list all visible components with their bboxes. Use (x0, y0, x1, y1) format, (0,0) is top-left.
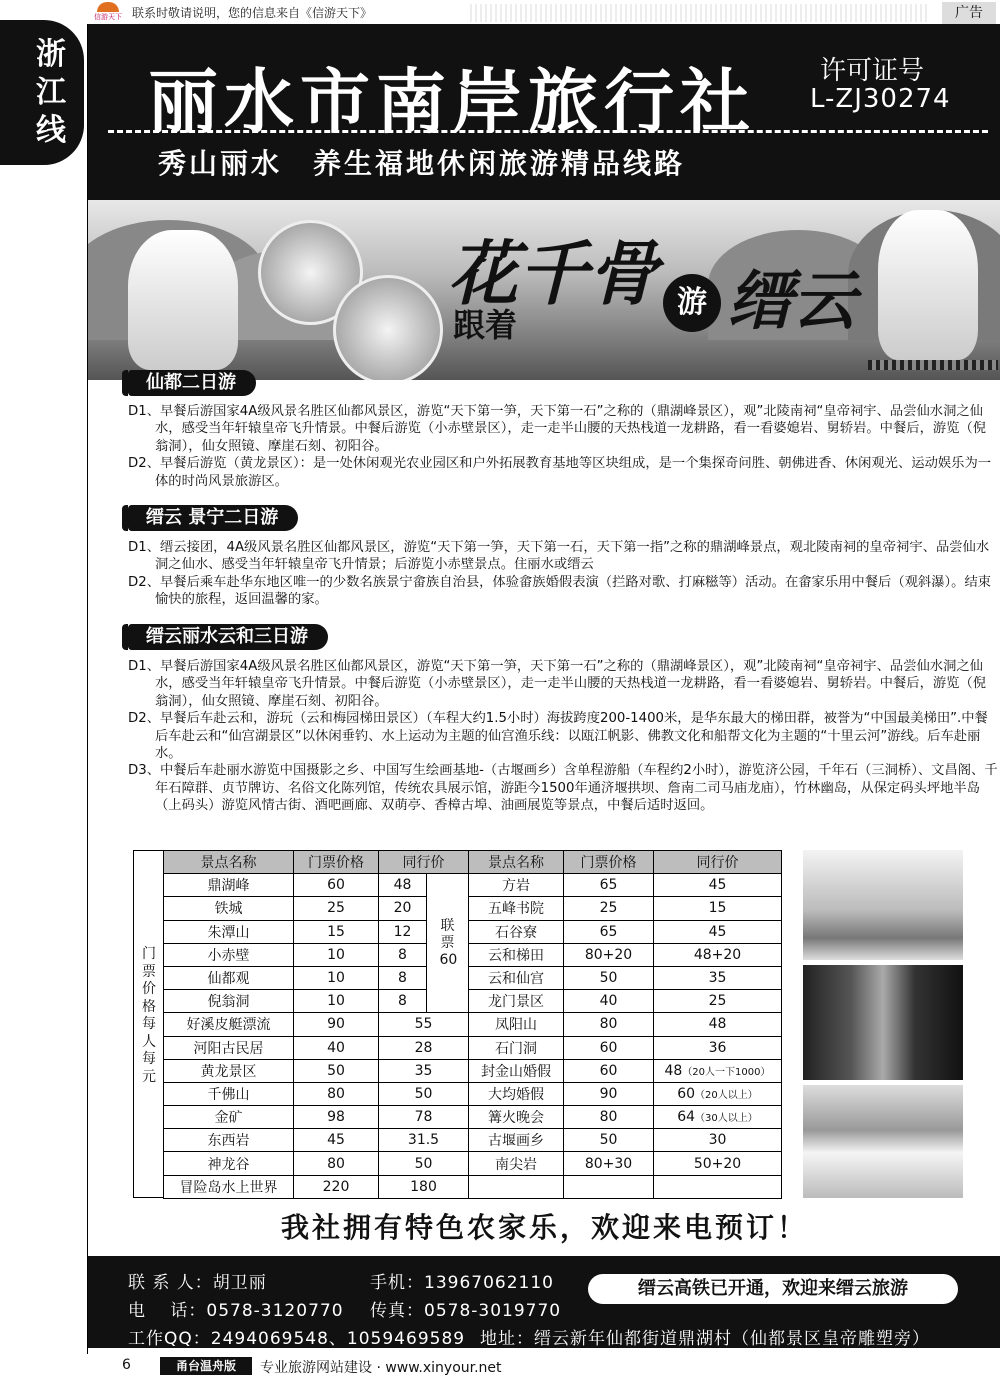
table-cell (654, 943, 782, 966)
table-cell: 8 (379, 966, 427, 989)
table-cell: 千佛山 (164, 1082, 294, 1105)
costume-figure (878, 210, 978, 360)
banner-badge: 游 (663, 274, 721, 332)
banner-subtitle: 跟着 (453, 306, 518, 344)
table-cell: 10 (294, 943, 379, 966)
table-cell: 好溪皮艇漂流 (164, 1013, 294, 1036)
table-cell: 90 (564, 1082, 654, 1105)
table-cell: 180 (379, 1175, 469, 1198)
contact-address: 地址：缙云新年仙都街道鼎湖村（仙都景区皇帝雕塑旁） (480, 1329, 930, 1349)
table-cell (654, 1152, 782, 1175)
peer-price: 30 (708, 1132, 727, 1149)
table-cell (564, 1175, 654, 1198)
table-cell: 80+30 (564, 1152, 654, 1175)
contact-phone: 电 话：0578-3120770 (128, 1301, 344, 1321)
peer-price: 48+20 (693, 946, 742, 963)
table-cell (654, 1106, 782, 1129)
table-cell: 8 (379, 943, 427, 966)
table-cell: 50 (379, 1082, 469, 1105)
table-cell: 65 (564, 920, 654, 943)
contact-notice: 联系时敬请说明，您的信息来自《信游天下》 (132, 6, 373, 20)
region-tab (0, 20, 84, 165)
table-cell: 朱潭山 (164, 920, 294, 943)
table-cell: 篝火晚会 (469, 1106, 564, 1129)
table-row (164, 990, 782, 1013)
table-row (164, 1013, 782, 1036)
sun-icon (97, 2, 119, 12)
table-cell: 封金山婚假 (469, 1059, 564, 1082)
tagline: 秀山丽水 养生福地休闲旅游精品线路 (158, 147, 686, 180)
table-cell: 神龙谷 (164, 1152, 294, 1175)
peer-price: 48 (664, 1062, 683, 1079)
table-cell: 25 (564, 897, 654, 920)
table-cell: 大均婚假 (469, 1082, 564, 1105)
publisher-logo (87, 2, 129, 24)
table-cell (654, 874, 782, 897)
peer-price: 60 (677, 1085, 696, 1102)
table-cell (654, 920, 782, 943)
table-cell: 黄龙景区 (164, 1059, 294, 1082)
route-day: D1、早餐后游国家4A级风景名胜区仙都风景区，游览“天下第一笋，天下第一石”之称的（鼎湖峰景区），观”北陵南祠“皇帝祠宇、品尝仙水洞之仙水，感受当年轩辕皇帝飞升情景。中餐后游览（小赤壁景区），走一走半山腰的天热栈道一龙耕路，看一看婆媳岩、舅轿岩。中餐后，游览（倪翁洞），仙女照镜、摩崖石刻、初阳谷。 (128, 404, 987, 454)
column-header: 同行价 (379, 851, 469, 874)
portrait-photo (333, 275, 443, 380)
table-cell: 小赤壁 (164, 943, 294, 966)
table-cell: 古堰画乡 (469, 1129, 564, 1152)
bamboo-raft (868, 360, 998, 370)
contact-qq: 工作QQ：2494069548、1059469589 (128, 1329, 466, 1349)
route-day: D1、早餐后游国家4A级风景名胜区仙都风景区，游览“天下第一笋，天下第一石”之称的（鼎湖峰景区），观”北陵南祠“皇帝祠宇、品尝仙水洞之仙水，感受当年轩辕皇帝飞升情景。中餐后游览（小赤壁景区），走一走半山腰的天热栈道一龙耕路，看一看婆媳岩、舅轿岩。中餐后，游览（倪翁洞），仙女照镜、摩崖石刻、初阳谷。 (128, 659, 987, 709)
table-row (164, 1036, 782, 1059)
peer-price: 15 (708, 900, 727, 917)
route-description (128, 658, 998, 815)
route-title: 仙都二日游 (128, 370, 256, 396)
table-cell: 倪翁洞 (164, 990, 294, 1013)
route-title: 缙云 景宁二日游 (128, 505, 298, 531)
table-cell (654, 1036, 782, 1059)
table-cell: 20 (379, 897, 427, 920)
page-footer (0, 1354, 1000, 1377)
table-cell: 50 (379, 1152, 469, 1175)
route-day: D3、中餐后车赴丽水游览中国摄影之乡、中国写生绘画基地-（古堰画乡）含单程游船（车程约2小时），游览济公园，千年石（三洞桥）、文昌阁、千年石障群、贞节牌访、名俗文化陈列馆，传统农具展示馆，游距今1500年通济堰拱坝、詹南二司马庙龙庙），竹林幽岛，从保定码头坪地半岛（上码头）游览风情古街、酒吧画廊、双萌亭、香樟古埠、油画展览等景点，中餐后适时返回。 (128, 763, 998, 814)
table-row (164, 874, 782, 897)
table-cell: 98 (294, 1106, 379, 1129)
table-cell (654, 1059, 782, 1082)
table-row (164, 1129, 782, 1152)
peer-price: 64 (677, 1109, 696, 1126)
peer-price: 25 (708, 993, 727, 1010)
table-cell: 河阳古民居 (164, 1036, 294, 1059)
route-day: D2、早餐后游览（黄龙景区）：是一处休闲观光农业园区和户外拓展教育基地等区块组成，是一个集探奇问胜、朝佛进香、休闲观光、运动娱乐为一体的时尚风景旅游区。 (128, 456, 992, 489)
edition-badge: 甬台温舟版 (160, 1357, 252, 1375)
table-cell: 60 (564, 1059, 654, 1082)
table-cell: 冒险岛水上世界 (164, 1175, 294, 1198)
table-cell: 48 (379, 874, 427, 897)
column-header: 门票价格 (294, 851, 379, 874)
table-cell: 25 (294, 897, 379, 920)
table-cell: 15 (294, 920, 379, 943)
table-cell (654, 1129, 782, 1152)
table-cell: 220 (294, 1175, 379, 1198)
peer-price: 48 (708, 1016, 727, 1033)
company-name: 丽水市南岸旅行社 (148, 60, 756, 143)
table-cell (654, 1013, 782, 1036)
footer-slogan: 专业旅游网站建设 · www.xinyour.net (260, 1360, 502, 1376)
region-char: 浙 (36, 37, 66, 72)
ad-frame (87, 24, 1000, 1354)
table-cell: 南尖岩 (469, 1152, 564, 1175)
table-cell (654, 1175, 782, 1198)
table-row (164, 897, 782, 920)
table-cell: 石谷寮 (469, 920, 564, 943)
table-cell: 五峰书院 (469, 897, 564, 920)
price-note: （20人一下1000） (682, 1066, 771, 1078)
table-cell: 40 (294, 1036, 379, 1059)
table-cell: 55 (379, 1013, 469, 1036)
region-char: 江 (36, 75, 66, 110)
table-cell: 东西岩 (164, 1129, 294, 1152)
route-title: 缙云丽水云和三日游 (128, 624, 328, 650)
table-row (164, 1082, 782, 1105)
license-number: L-ZJ30274 (810, 84, 951, 114)
farm-stay-slogan: 我社拥有特色农家乐，欢迎来电预订！ (280, 1211, 808, 1244)
route-day: D2、早餐后乘车赴华东地区唯一的少数名族景宁畲族自治县，体验畲族婚假表演（拦路对歌、打麻糍等）活动。在畲家乐用中餐后（观斜瀑）。结束愉快的旅程，返回温馨的家。 (128, 574, 992, 608)
table-cell: 云和梯田 (469, 943, 564, 966)
table-cell: 鼎湖峰 (164, 874, 294, 897)
table-cell (654, 897, 782, 920)
table-cell (654, 990, 782, 1013)
contact-mobile: 手机：13967062110 (370, 1273, 554, 1293)
contact-fax: 传真：0578-3019770 (370, 1301, 562, 1321)
table-cell (427, 874, 469, 1013)
route-description (128, 539, 998, 609)
route-day: D2、早餐后车赴云和，游玩（云和梅园梯田景区）（车程大约1.5小时）海拔跨度200-1400米，是华东最大的梯田群，被誉为“中国最美梯田”.中餐后车赴云和“仙宫湖景区”以休闲垂钓、水上运动为主题的仙宫渔乐线：以瓯江帆影、佛教文化和船帮文化为主题的“十里云河”游线。后车赴丽水。 (128, 711, 988, 762)
costume-figure (128, 230, 238, 370)
table-cell: 50 (294, 1059, 379, 1082)
price-note: （30人以上） (695, 1113, 758, 1125)
region-char: 线 (36, 113, 66, 148)
peer-price: 45 (708, 877, 727, 894)
table-cell (654, 1082, 782, 1105)
table-cell: 10 (294, 990, 379, 1013)
banner-destination: 缙云 (728, 264, 856, 339)
divider (108, 130, 988, 133)
column-header: 门票价格 (564, 851, 654, 874)
table-cell: 80 (564, 1106, 654, 1129)
table-cell: 65 (564, 874, 654, 897)
table-header-row (164, 851, 782, 874)
banner-title: 花千骨 (448, 232, 658, 315)
table-row (164, 1175, 782, 1198)
table-cell: 90 (294, 1013, 379, 1036)
table-cell: 80+20 (564, 943, 654, 966)
decorative-fade (470, 4, 930, 22)
table-cell: 方岩 (469, 874, 564, 897)
table-cell (654, 966, 782, 989)
union-ticket-label: 联票60 (439, 917, 458, 968)
table-row (164, 1059, 782, 1082)
column-header: 景点名称 (164, 851, 294, 874)
table-row (164, 1152, 782, 1175)
side-label-text: 门票价格每人每元 (142, 946, 156, 1085)
route-day: D1、缙云接团，4A级风景名胜区仙都风景区，游览“天下第一笋，天下第一石，天下第一指”之称的鼎湖峰景点，观北陵南祠的皇帝祠宇、品尝仙水洞之仙水、感受当年轩辕皇帝飞升情景；后游览小赤壁景点。住丽水或缙云 (128, 540, 990, 573)
table-cell: 10 (294, 966, 379, 989)
table-row (164, 966, 782, 989)
table-cell: 28 (379, 1036, 469, 1059)
table-cell: 78 (379, 1106, 469, 1129)
table-cell: 60 (564, 1036, 654, 1059)
top-strip (0, 0, 1000, 26)
page-number: 6 (122, 1357, 131, 1373)
table-cell: 仙都观 (164, 966, 294, 989)
hotel-room-photo (803, 1085, 963, 1198)
table-cell: 凤阳山 (469, 1013, 564, 1036)
table-cell: 35 (379, 1059, 469, 1082)
high-speed-rail-badge: 缙云高铁已开通，欢迎来缙云旅游 (588, 1274, 958, 1304)
table-cell: 铁城 (164, 897, 294, 920)
table-cell (469, 1175, 564, 1198)
logo-text: 信游天下 (94, 13, 122, 21)
table-cell: 云和仙宫 (469, 966, 564, 989)
table-cell: 45 (294, 1129, 379, 1152)
contact-panel (88, 1256, 1000, 1348)
table-row (164, 943, 782, 966)
promo-banner (88, 200, 1000, 380)
table-cell: 50 (564, 966, 654, 989)
peer-price: 35 (708, 970, 727, 987)
price-note: （20人以上） (695, 1089, 758, 1101)
column-header: 景点名称 (469, 851, 564, 874)
table-row (164, 920, 782, 943)
landscape-photo (803, 850, 963, 960)
table-side-label (133, 850, 163, 1198)
table-cell: 60 (294, 874, 379, 897)
ad-label: 广告 (942, 2, 996, 24)
table-cell: 80 (564, 1013, 654, 1036)
old-street-photo (803, 965, 963, 1080)
table-cell: 40 (564, 990, 654, 1013)
ticket-price-table (133, 850, 791, 1198)
peer-price: 45 (708, 923, 727, 940)
table-cell: 龙门景区 (469, 990, 564, 1013)
table-cell: 12 (379, 920, 427, 943)
table-cell: 80 (294, 1152, 379, 1175)
column-header: 同行价 (654, 851, 782, 874)
table-cell: 8 (379, 990, 427, 1013)
table-cell: 31.5 (379, 1129, 469, 1152)
route-description (128, 403, 998, 490)
license-label: 许可证号 (820, 56, 925, 86)
table-row (164, 1106, 782, 1129)
peer-price: 50+20 (693, 1155, 742, 1172)
table-cell: 80 (294, 1082, 379, 1105)
price-table (163, 850, 782, 1199)
table-cell: 金矿 (164, 1106, 294, 1129)
table-body (164, 874, 782, 1199)
table-cell: 50 (564, 1129, 654, 1152)
ad-header (88, 24, 1000, 200)
peer-price: 36 (708, 1039, 727, 1056)
table-cell: 石门洞 (469, 1036, 564, 1059)
contact-person: 联 系 人：胡卫丽 (128, 1273, 267, 1293)
